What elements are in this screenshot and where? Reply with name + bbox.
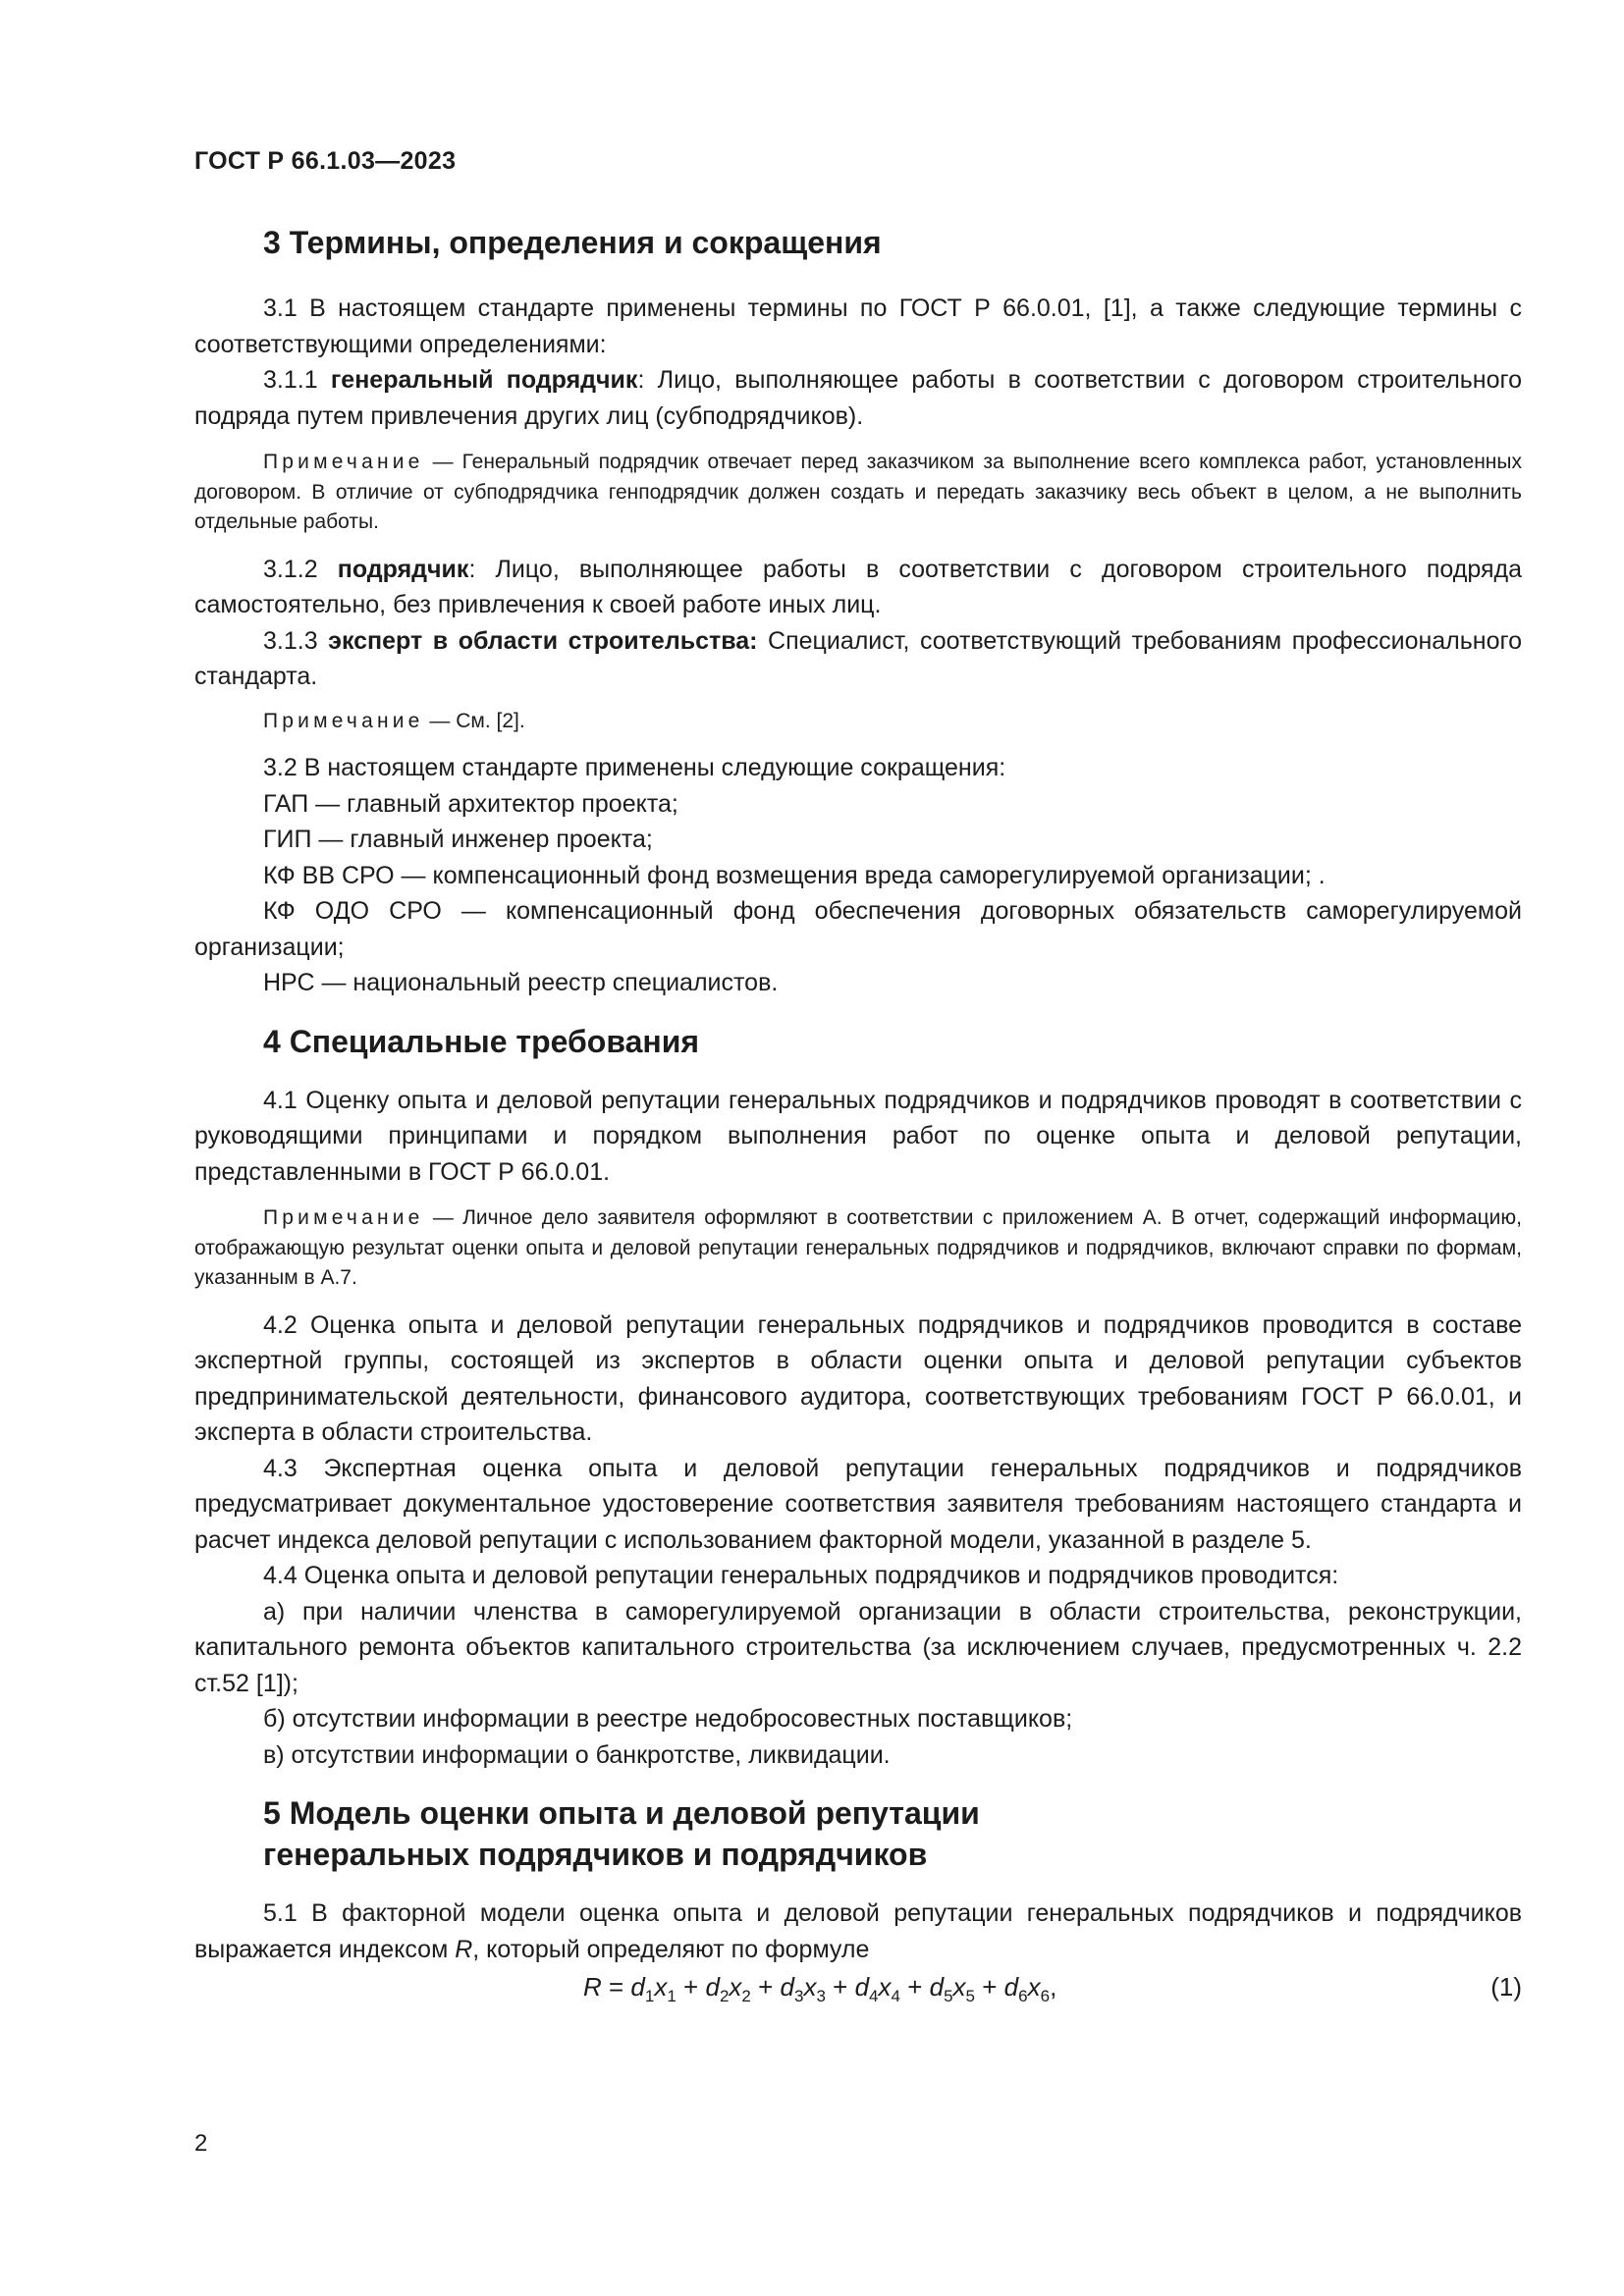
- formula-plus: +: [750, 1972, 781, 2002]
- note-text: — Генеральный подрядчик отвечает перед заказчиком за выполнение всего комплекса работ, установленных договором. В отличие от субподрядчика генподрядчик должен создать и передать заказчику весь объект в целом, а не выполнить отдельные работы.: [194, 451, 1522, 533]
- formula-weight-index: 2: [719, 1987, 730, 2005]
- formula-factor: x: [1027, 1972, 1041, 2002]
- paragraph-5-1-text-end: , который определяют по формуле: [472, 1935, 870, 1963]
- note-text: — Личное дело заявителя оформляют в соответствии с приложением А. В отчет, содержащий информацию, отображающую результат оценки опыта и деловой репутации генеральных подрядчиков и подрядчиков, включают справки по формам, указанным в А.7.: [194, 1206, 1522, 1289]
- term-name: генеральный подрядчик: [330, 366, 638, 394]
- abbreviation-item: ГИП — главный инженер проекта;: [263, 826, 653, 853]
- term-name: эксперт в области строительства:: [328, 626, 758, 655]
- paragraph-4-1: 4.1 Оценку опыта и деловой репутации генеральных подрядчиков и подрядчиков проводят в соответствии с руководящими принципами и порядком выполнения работ по оценке опыта и деловой репутации, представленными в ГОСТ Р 66.0.01.: [194, 1086, 1522, 1186]
- paragraph-5-1-text: 5.1 В факторной модели оценка опыта и деловой репутации генеральных подрядчиков и подрядчиков выражается индексом: [194, 1899, 1522, 1963]
- formula-comma: ,: [1050, 1972, 1057, 2002]
- paragraph-3-1: 3.1 В настоящем стандарте применены термины по ГОСТ Р 66.0.01, [1], а также следующие термины с соответствующими определениями:: [194, 294, 1522, 358]
- document-header-code: ГОСТ Р 66.1.03—2023: [194, 147, 457, 175]
- formula-factor: x: [952, 1972, 966, 2002]
- formula-factor: x: [729, 1972, 742, 2002]
- formula-weight-index: 6: [1018, 1987, 1028, 2005]
- formula-weight-index: 1: [644, 1987, 655, 2005]
- section-5-title: [194, 1792, 1522, 1875]
- formula-1: [583, 1969, 1056, 2005]
- term-number: 3.1.3: [263, 626, 329, 655]
- formula-weight: d: [705, 1972, 720, 2002]
- list-item-c: в) отсутствии информации о банкротстве, ликвидации.: [263, 1740, 891, 1769]
- document-body: [194, 222, 1522, 2006]
- paragraph-4-4: 4.4 Оценка опыта и деловой репутации генеральных подрядчиков и подрядчиков проводится:: [263, 1562, 1339, 1589]
- formula-factor-index: 5: [965, 1987, 976, 2005]
- list-item-a: а) при наличии членства в саморегулируемой организации в области строительства, реконструкции, капитального ремонта объектов капитального строительства (за исключением случаев, предусмотренных ч. 2.2 ст.52 [1]);: [194, 1597, 1522, 1697]
- formula-factor: x: [803, 1972, 817, 2002]
- term-3-1-1: [194, 362, 1522, 434]
- section-4-title: 4 Специальные требования: [263, 1023, 700, 1059]
- formula-plus: +: [825, 1972, 855, 2002]
- formula-factor-index: 4: [891, 1987, 900, 2005]
- note-label: Примечание: [263, 709, 424, 732]
- formula-weight-index: 5: [944, 1987, 953, 2005]
- formula-weight: d: [929, 1972, 945, 2002]
- section-3-title: 3 Термины, определения и сокращения: [263, 225, 882, 260]
- formula-weight: d: [1003, 1972, 1019, 2002]
- term-definition: : Лицо, выполняющее работы в соответствии с договором строительного подряда самостоятельно, без привлечения к своей работе иных лиц.: [194, 555, 1522, 618]
- formula-lhs: R: [583, 1972, 602, 2002]
- index-variable: R: [455, 1935, 473, 1963]
- abbreviation-item: КФ ВВ СРО — компенсационный фонд возмещения вреда саморегулируемой организации; .: [263, 861, 1326, 889]
- abbreviation-item: ГАП — главный архитектор проекта;: [263, 789, 678, 818]
- formula-number: (1): [1490, 1972, 1522, 2002]
- formula-weight-index: 3: [793, 1987, 804, 2005]
- formula-factor-index: 2: [741, 1987, 751, 2005]
- list-item-b: б) отсутствии информации в реестре недобросовестных поставщиков;: [263, 1705, 1073, 1733]
- note-personal-file: [194, 1203, 1522, 1294]
- formula-factor: x: [878, 1972, 892, 2002]
- term-definition: Специалист, соответствующий требованиям профессионального стандарта.: [194, 626, 1522, 690]
- formula-factor-index: 1: [667, 1987, 677, 2005]
- formula-equals: =: [601, 1972, 631, 2002]
- paragraph-5-1: [194, 1896, 1522, 1967]
- formula-row: [194, 1969, 1522, 2006]
- note-label: Примечание: [263, 451, 424, 473]
- paragraph-4-3: 4.3 Экспертная оценка опыта и деловой репутации генеральных подрядчиков и подрядчиков предусматривает документальное удостоверение соответствия заявителя требованиям настоящего стандарта и расчет индекса деловой репутации с использованием факторной модели, указанной в разделе 5.: [194, 1454, 1522, 1554]
- term-name: подрядчик: [337, 555, 469, 583]
- formula-factor-index: 3: [816, 1987, 826, 2005]
- note-general-contractor: [194, 448, 1522, 538]
- formula-weight: d: [854, 1972, 870, 2002]
- abbreviation-item: НРС — национальный реестр специалистов.: [263, 969, 779, 996]
- term-number: 3.1.2: [263, 555, 338, 583]
- abbreviation-item: КФ ОДО СРО — компенсационный фонд обеспечения договорных обязательств саморегулируемой организации;: [194, 897, 1522, 961]
- note-label: Примечание: [263, 1206, 424, 1229]
- section-5-title-line-2: генеральных подрядчиков и подрядчиков: [263, 1837, 928, 1872]
- term-3-1-2: [194, 552, 1522, 623]
- formula-plus: +: [975, 1972, 1004, 2002]
- formula-weight: d: [630, 1972, 645, 2002]
- paragraph-4-2: 4.2 Оценка опыта и деловой репутации генеральных подрядчиков и подрядчиков проводится в составе экспертной группы, состоящей из экспертов в области оценки опыта и деловой репутации субъектов предпринимательской деятельности, финансового аудитора, соответствующих требованиям ГОСТ Р 66.0.01, и эксперта в области строительства.: [194, 1310, 1522, 1446]
- formula-weight-index: 4: [869, 1987, 879, 2005]
- paragraph-3-2: 3.2 В настоящем стандарте применены следующие сокращения:: [263, 754, 1006, 781]
- term-definition: : Лицо, выполняющее работы в соответствии с договором строительного подряда путем привлечения других лиц (субподрядчиков).: [194, 366, 1522, 430]
- term-3-1-3: [194, 623, 1522, 695]
- formula-weight: d: [780, 1972, 794, 2002]
- term-number: 3.1.1: [263, 366, 331, 394]
- note-expert: [194, 707, 1522, 737]
- page-number: 2: [194, 2130, 208, 2157]
- formula-plus: +: [676, 1972, 706, 2002]
- formula-plus: +: [899, 1972, 930, 2002]
- note-text: — См. [2].: [423, 709, 525, 732]
- formula-factor: x: [654, 1972, 668, 2002]
- section-5-title-line-1: 5 Модель оценки опыта и деловой репутации: [263, 1795, 980, 1831]
- formula-factor-index: 6: [1040, 1987, 1051, 2005]
